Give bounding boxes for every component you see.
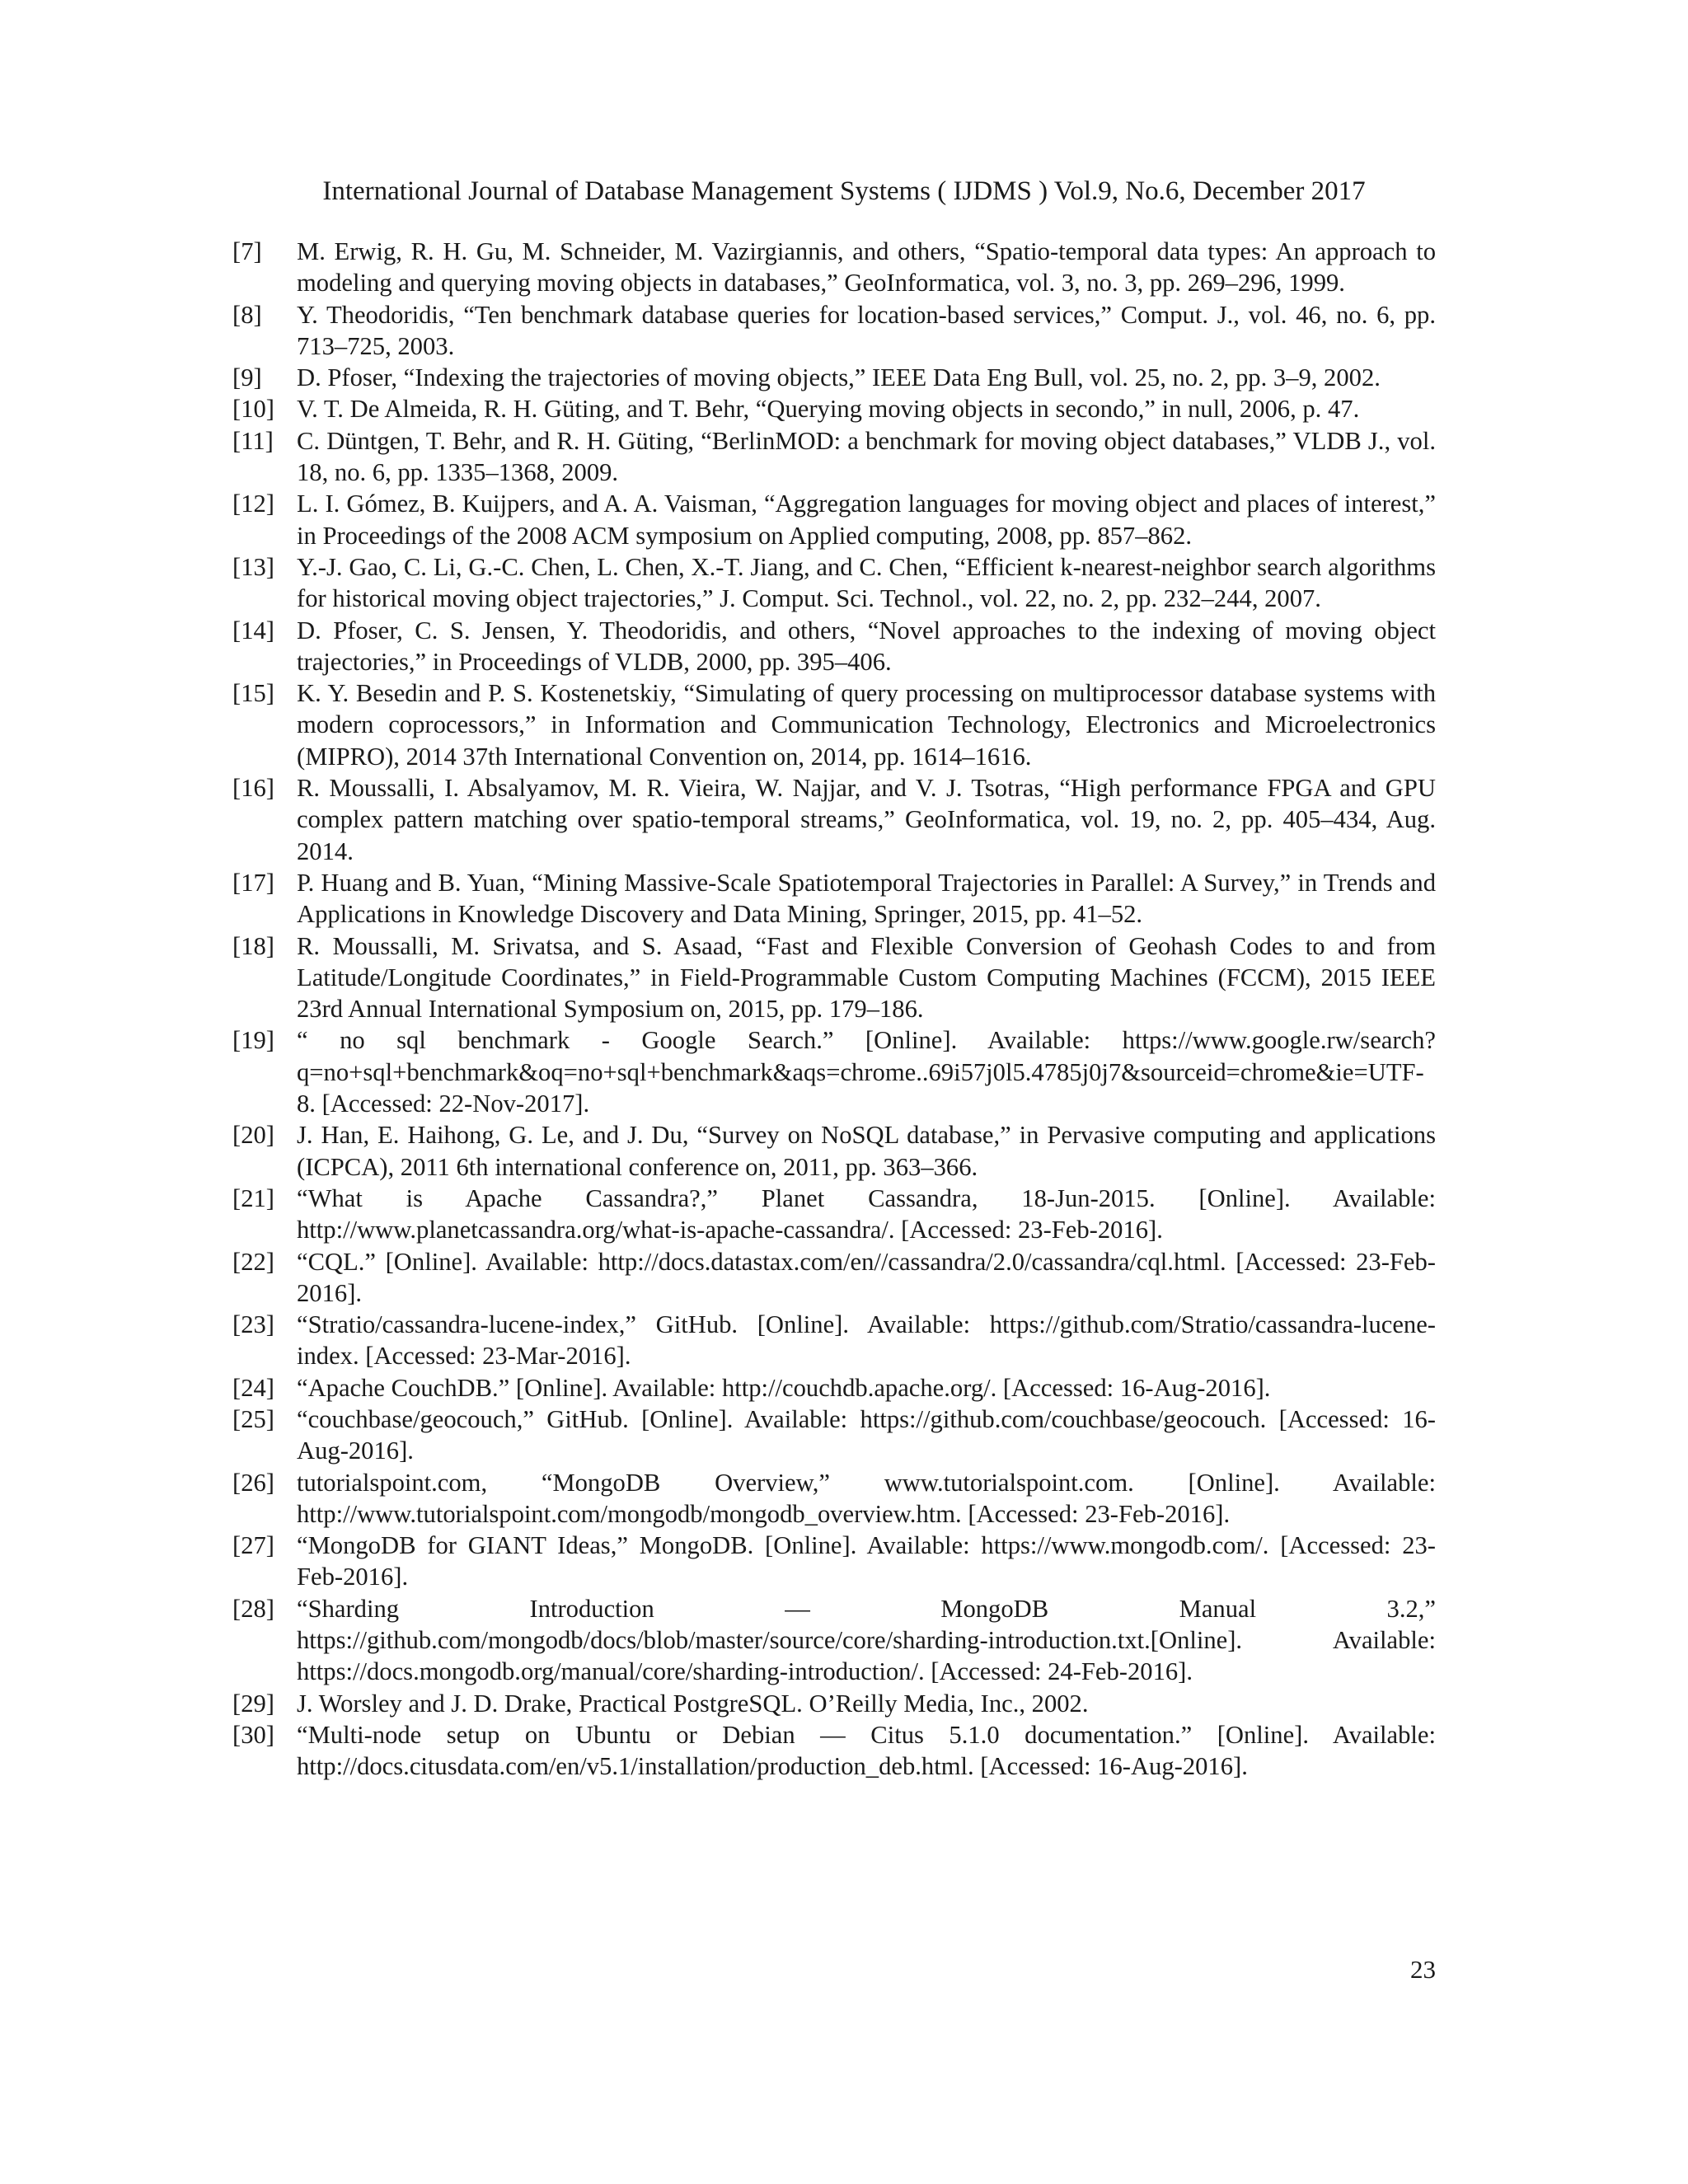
reference-number: [22] [232,1247,274,1276]
reference-number: [10] [232,395,274,424]
reference-number: [25] [232,1404,274,1433]
reference-text: Y.-J. Gao, C. Li, G.-C. Chen, L. Chen, X.-T. Jiang, and C. Chen, “Efficient k-nearest-neighbor search algorithms for historical moving object trajectories,” J. Comput. Sci. Technol., vol. 22, no. 2, pp. 232–244, 2007. [297,552,1436,613]
reference-list [232,236,1436,1783]
reference-number: [27] [232,1531,274,1560]
reference-number: [16] [232,774,274,803]
reference-text: “ no sql benchmark - Google Search.” [Online]. Available: https://www.google.rw/search?q=no+sql+benchmark&oq=no+sql+benchmark&aqs=chrome..69i57j0l5.4785j0j7&sourceid=chrome&ie=UTF-8. [Accessed: 22-Nov-2017]. [297,1026,1436,1118]
reference-number: [14] [232,616,274,644]
reference-text: V. T. De Almeida, R. H. Güting, and T. Behr, “Querying moving objects in secondo,” in null, 2006, p. 47. [297,395,1360,424]
reference-item [232,425,1436,489]
reference-item [232,1183,1436,1246]
reference-text: “MongoDB for GIANT Ideas,” MongoDB. [Online]. Available: https://www.mongodb.com/. [Accessed: 23-Feb-2016]. [297,1531,1436,1591]
reference-item [232,930,1436,1025]
reference-number: [19] [232,1026,274,1055]
reference-text: “Multi-node setup on Ubuntu or Debian — Citus 5.1.0 documentation.” [Online]. Available: http://docs.citusdata.com/en/v5.1/installation/production_deb.html. [Accessed: 16-Aug-2016]. [297,1720,1436,1781]
reference-text: R. Moussalli, M. Srivatsa, and S. Asaad, “Fast and Flexible Conversion of Geohash Codes to and from Latitude/Longitude Coordinates,” in Field-Programmable Custom Computing Machines (FCCM), 2015 IEEE 23rd Annual International Symposium on, 2015, pp. 179–186. [297,931,1436,1024]
reference-item [232,551,1436,615]
reference-number: [15] [232,679,274,708]
reference-item [232,1404,1436,1467]
reference-text: J. Worsley and J. D. Drake, Practical PostgreSQL. O’Reilly Media, Inc., 2002. [297,1689,1089,1718]
reference-number: [23] [232,1310,274,1339]
reference-text: Y. Theodoridis, “Ten benchmark database queries for location-based services,” Comput. J., vol. 46, no. 6, pp. 713–725, 2003. [297,300,1436,360]
reference-text: R. Moussalli, I. Absalyamov, M. R. Vieira, W. Najjar, and V. J. Tsotras, “High performance FPGA and GPU complex pattern matching over spatio-temporal streams,” GeoInformatica, vol. 19, no. 2, pp. 405–434, Aug. 2014. [297,774,1436,865]
reference-number: [9] [232,363,262,392]
reference-item [232,1119,1436,1183]
reference-item [232,1246,1436,1310]
reference-number: [12] [232,490,274,518]
reference-number: [13] [232,552,274,581]
reference-number: [20] [232,1121,274,1150]
reference-text: M. Erwig, R. H. Gu, M. Schneider, M. Vazirgiannis, and others, “Spatio-temporal data types: An approach to modeling and querying moving objects in databases,” GeoInformatica, vol. 3, no. 3, pp. 269–296, 1999. [297,237,1436,298]
reference-text: J. Han, E. Haihong, G. Le, and J. Du, “Survey on NoSQL database,” in Pervasive computing and applications (ICPCA), 2011 6th international conference on, 2011, pp. 363–366. [297,1121,1436,1181]
reference-item [232,677,1436,772]
reference-number: [21] [232,1183,274,1212]
reference-item [232,1530,1436,1593]
reference-number: [7] [232,237,262,265]
reference-item [232,299,1436,363]
page-number: 23 [1410,1955,1436,1984]
reference-number: [24] [232,1373,274,1402]
reference-text: “Apache CouchDB.” [Online]. Available: http://couchdb.apache.org/. [Accessed: 16-Aug-2016]. [297,1373,1271,1402]
reference-number: [26] [232,1468,274,1497]
reference-number: [28] [232,1594,274,1623]
reference-item [232,1372,1436,1404]
reference-text: D. Pfoser, “Indexing the trajectories of moving objects,” IEEE Data Eng Bull, vol. 25, no. 2, pp. 3–9, 2002. [297,363,1381,392]
reference-number: [17] [232,868,274,897]
reference-text: “Sharding Introduction — MongoDB Manual 3.2,” https://github.com/mongodb/docs/blob/master/source/core/sharding-introduction.txt.[Online]. Available: https://docs.mongodb.org/manual/core/sharding-introduction/. [Accessed: 24-Feb-2016]. [297,1594,1436,1686]
reference-number: [29] [232,1689,274,1718]
reference-number: [18] [232,931,274,960]
reference-text: “Stratio/cassandra-lucene-index,” GitHub. [Online]. Available: https://github.com/Stratio/cassandra-lucene-index. [Accessed: 23-Mar-2016]. [297,1310,1436,1371]
reference-text: “CQL.” [Online]. Available: http://docs.datastax.com/en//cassandra/2.0/cassandra/cql.html. [Accessed: 23-Feb-2016]. [297,1247,1436,1307]
reference-text: tutorialspoint.com, “MongoDB Overview,” www.tutorialspoint.com. [Online]. Available: http://www.tutorialspoint.com/mongodb/mongodb_overview.htm. [Accessed: 23-Feb-2016]. [297,1468,1436,1528]
reference-item [232,1688,1436,1719]
reference-item [232,1719,1436,1783]
reference-text: L. I. Gómez, B. Kuijpers, and A. A. Vaisman, “Aggregation languages for moving object and places of interest,” in Proceedings of the 2008 ACM symposium on Applied computing, 2008, pp. 857–862. [297,490,1436,550]
reference-text: D. Pfoser, C. S. Jensen, Y. Theodoridis, and others, “Novel approaches to the indexing of moving object trajectories,” in Proceedings of VLDB, 2000, pp. 395–406. [297,616,1436,676]
reference-item [232,1309,1436,1372]
running-header: International Journal of Database Management Systems ( IJDMS ) Vol.9, No.6, December 2017 [322,176,1366,206]
reference-item [232,488,1436,551]
reference-item [232,1593,1436,1688]
reference-item [232,1024,1436,1119]
reference-number: [11] [232,426,274,455]
reference-item [232,867,1436,930]
reference-text: P. Huang and B. Yuan, “Mining Massive-Scale Spatiotemporal Trajectories in Parallel: A Survey,” in Trends and Applications in Knowledge Discovery and Data Mining, Springer, 2015, pp. 41–52. [297,868,1436,929]
reference-text: C. Düntgen, T. Behr, and R. H. Güting, “BerlinMOD: a benchmark for moving object databases,” VLDB J., vol. 18, no. 6, pp. 1335–1368, 2009. [297,426,1436,487]
reference-item [232,615,1436,678]
reference-item [232,236,1436,299]
reference-text: “couchbase/geocouch,” GitHub. [Online]. Available: https://github.com/couchbase/geocouch. [Accessed: 16-Aug-2016]. [297,1404,1436,1465]
reference-item [232,772,1436,867]
reference-number: [8] [232,300,262,329]
reference-text: K. Y. Besedin and P. S. Kostenetskiy, “Simulating of query processing on multiprocessor database systems with modern coprocessors,” in Information and Communication Technology, Electronics and Microelectronics (MIPRO), 2014 37th International Convention on, 2014, pp. 1614–1616. [297,679,1436,771]
reference-item [232,362,1436,393]
reference-item [232,393,1436,424]
reference-number: [30] [232,1720,274,1749]
reference-item [232,1467,1436,1530]
reference-text: “What is Apache Cassandra?,” Planet Cassandra, 18-Jun-2015. [Online]. Available: http://www.planetcassandra.org/what-is-apache-cassandra/. [Accessed: 23-Feb-2016]. [297,1183,1436,1244]
